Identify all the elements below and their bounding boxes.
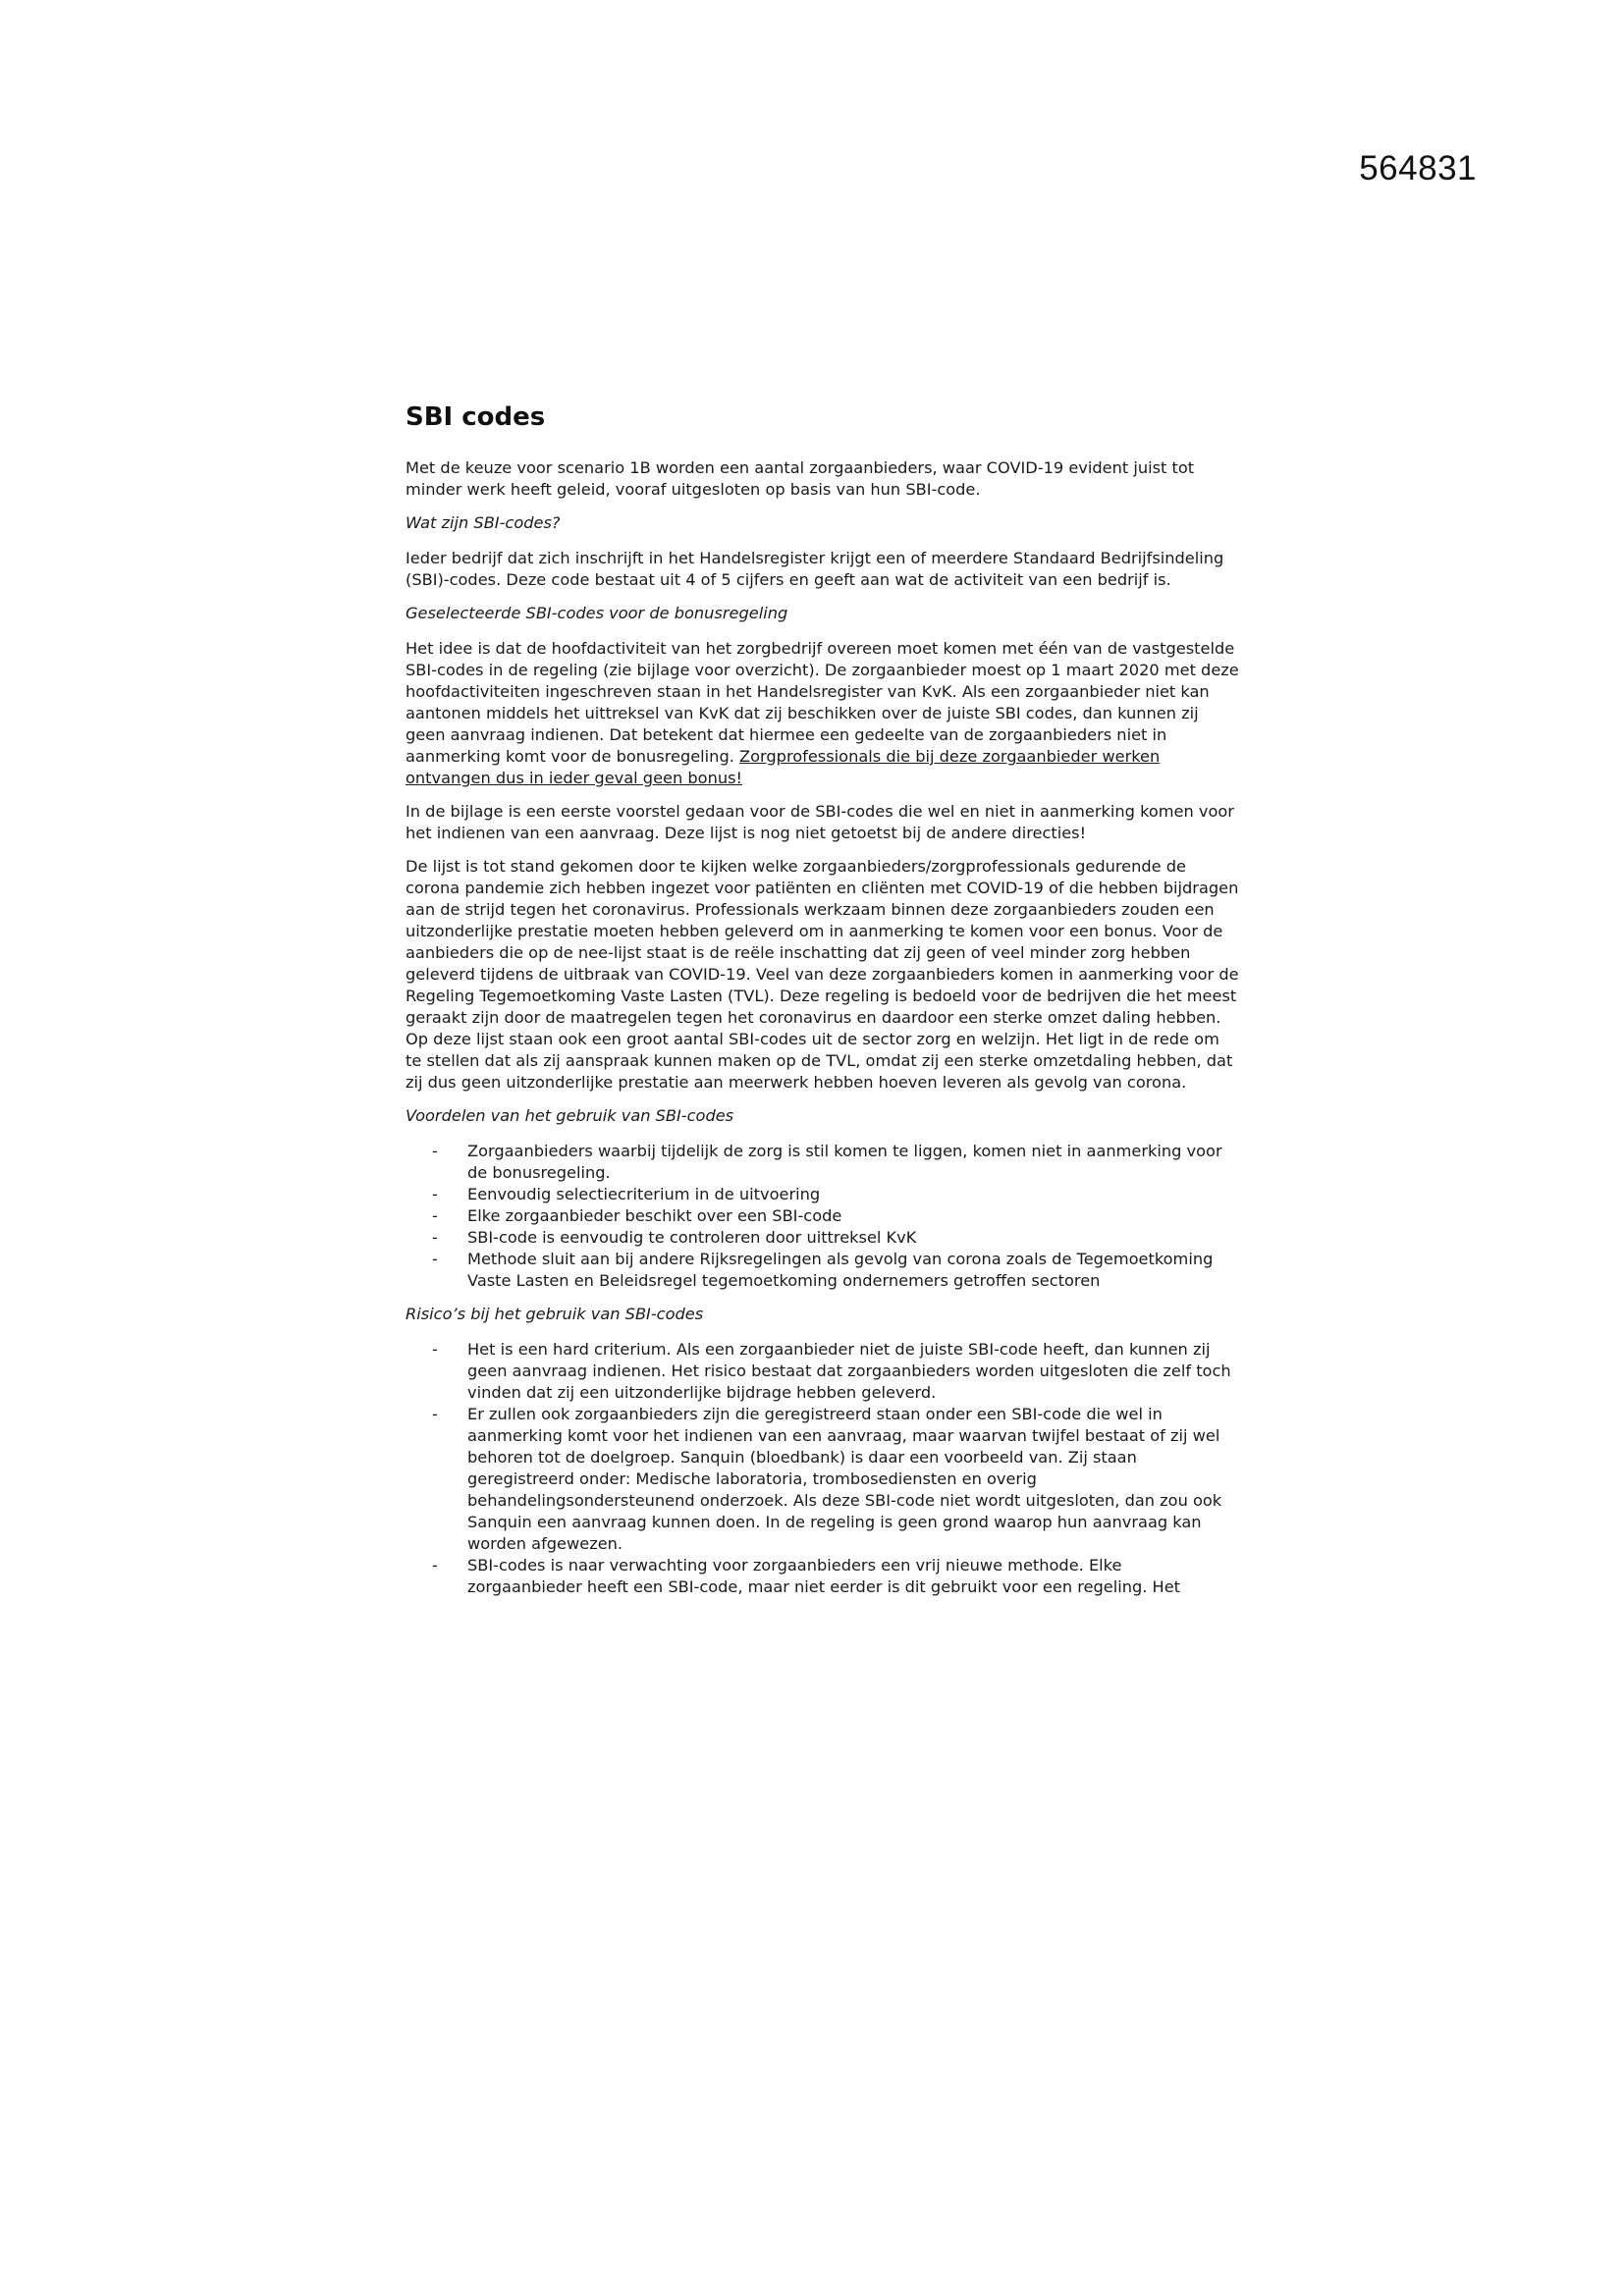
heading-advantages: Voordelen van het gebruik van SBI-codes <box>406 1106 734 1125</box>
heading-what-are-sbi-codes: Wat zijn SBI-codes? <box>406 513 561 532</box>
heading-selected-sbi-codes: Geselecteerde SBI-codes voor de bonusregeling <box>406 604 788 622</box>
document-body <box>406 400 1240 1610</box>
page-title: SBI codes <box>406 402 546 432</box>
appendix-note-paragraph: In de bijlage is een eerste voorstel gedaan voor de SBI-codes die wel en niet in aanmerking komen voor het indienen van een aanvraag. Deze lijst is nog niet getoetst bij de andere directies! <box>406 802 1234 842</box>
list-item: - Er zullen ook zorgaanbieders zijn die geregistreerd staan onder een SBI-code die wel in aanmerking komt voor het indienen van een aanvraag, maar waarvan twijfel bestaat of zij wel behoren tot de doelgroep. Sanquin (bloedbank) is daar een voorbeeld van. Zij staan geregistreerd onder: Medische laboratoria, trombosediensten en overig behandelingsondersteunend onderzoek. Als deze SBI-code niet wordt uitgesloten, dan zou ook Sanquin een aanvraag kunnen doen. In de regeling is geen grond waarop hun aanvraag kan worden afgewezen. <box>467 1404 1240 1555</box>
document-number: 564831 <box>1359 149 1477 187</box>
list-item: - Eenvoudig selectiecriterium in de uitvoering <box>467 1184 1240 1205</box>
list-item: - Methode sluit aan bij andere Rijksregelingen als gevolg van corona zoals de Tegemoetkoming Vaste Lasten en Beleidsregel tegemoetkoming ondernemers getroffen sectoren <box>467 1249 1240 1292</box>
list-item: - SBI-code is eenvoudig te controleren door uittreksel KvK <box>467 1227 1240 1249</box>
list-origin-paragraph: De lijst is tot stand gekomen door te kijken welke zorgaanbieders/zorgprofessionals gedurende de corona pandemie zich hebben ingezet voor patiënten en cliënten met COVID-19 of die hebben bijdragen aan de strijd tegen het coronavirus. Professionals werkzaam binnen deze zorgaanbieders zouden een uitzonderlijke prestatie moeten hebben geleverd om in aanmerking te komen voor een bonus. Voor de aanbieders die op de nee-lijst staat is de reële inschatting dat zij geen of veel minder zorg hebben geleverd tijdens de uitbraak van COVID-19. Veel van deze zorgaanbieders komen in aanmerking voor de Regeling Tegemoetkoming Vaste Lasten (TVL). Deze regeling is bedoeld voor de bedrijven die het meest geraakt zijn door de maatregelen tegen het coronavirus en daardoor een sterke omzet daling hebben. Op deze lijst staan ook een groot aantal SBI-codes uit de sector zorg en welzijn. Het ligt in de rede om te stellen dat als zij aanspraak kunnen maken op de TVL, omdat zij een sterke omzetdaling hebben, dat zij dus geen uitzonderlijke prestatie aan meerwerk hebben hoeven leveren als gevolg van corona. <box>406 857 1239 1092</box>
list-item: - Elke zorgaanbieder beschikt over een SBI-code <box>467 1205 1240 1227</box>
what-are-sbi-codes-paragraph: Ieder bedrijf dat zich inschrijft in het Handelsregister krijgt een of meerdere Standaard Bedrijfsindeling (SBI)-codes. Deze code bestaat uit 4 of 5 cijfers en geeft aan wat de activiteit van een bedrijf is. <box>406 549 1224 589</box>
selected-sbi-codes-text: Het idee is dat de hoofdactiviteit van het zorgbedrijf overeen moet komen met één van de vastgestelde SBI-codes in de regeling (zie bijlage voor overzicht). De zorgaanbieder moest op 1 maart 2020 met deze hoofdactiviteiten ingeschreven staan in het Handelsregister van KvK. Als een zorgaanbieder niet kan aantonen middels het uittreksel van KvK dat zij beschikken over de juiste SBI codes, dan kunnen zij geen aanvraag indienen. Dat betekent dat hiermee een gedeelte van de zorgaanbieders niet in aanmerking komt voor de bonusregeling. <box>406 639 1239 766</box>
heading-risks: Risico’s bij het gebruik van SBI-codes <box>406 1305 704 1323</box>
list-item: - Zorgaanbieders waarbij tijdelijk de zorg is stil komen te liggen, komen niet in aanmerking voor de bonusregeling. <box>467 1141 1240 1184</box>
list-item: - Het is een hard criterium. Als een zorgaanbieder niet de juiste SBI-code heeft, dan kunnen zij geen aanvraag indienen. Het risico bestaat dat zorgaanbieders worden uitgesloten die zelf toch vinden dat zij een uitzonderlijke bijdrage hebben geleverd. <box>467 1339 1240 1404</box>
intro-paragraph: Met de keuze voor scenario 1B worden een aantal zorgaanbieders, waar COVID-19 evident juist tot minder werk heeft geleid, vooraf uitgesloten op basis van hun SBI-code. <box>406 458 1195 499</box>
advantages-list <box>406 1141 1240 1292</box>
list-item: - SBI-codes is naar verwachting voor zorgaanbieders een vrij nieuwe methode. Elke zorgaanbieder heeft een SBI-code, maar niet eerder is dit gebruikt voor een regeling. Het <box>467 1555 1240 1598</box>
selected-sbi-codes-paragraph <box>406 638 1240 789</box>
no-bonus-warning: Zorgprofessionals die bij deze zorgaanbieder werken ontvangen dus in ieder geval geen bonus! <box>406 747 1161 787</box>
risks-list <box>406 1339 1240 1598</box>
